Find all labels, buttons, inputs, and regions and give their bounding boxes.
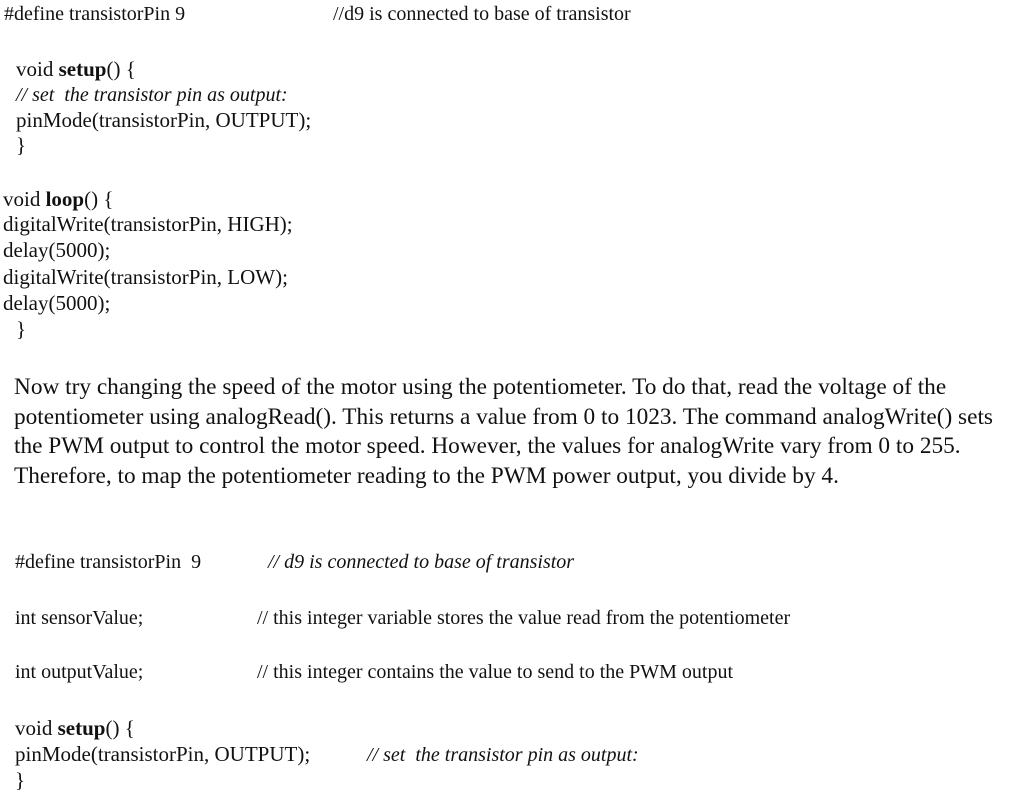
setup-pinmode-2: pinMode(transistorPin, OUTPUT); [15,742,311,766]
sensor-comment: // this integer variable stores the value read from the potentiometer [257,607,791,629]
setup-function-name: setup [58,57,107,81]
setup-header [16,59,136,80]
loop-line-1: digitalWrite(transistorPin, HIGH); [3,212,293,236]
loop-close: } [16,317,27,341]
setup-header-2 [15,718,135,739]
setup-keyword: void [16,57,59,81]
setup-brace-2: () { [105,716,135,740]
setup-function-name-2: setup [57,716,106,740]
loop-function-name: loop [45,187,85,211]
setup-brace: () { [106,57,136,81]
loop-line-4: delay(5000); [3,291,111,315]
define-comment-2: // d9 is connected to base of transistor [268,551,575,573]
setup-pinmode: pinMode(transistorPin, OUTPUT); [16,108,312,132]
setup-comment-2: // set the transistor pin as output: [367,744,639,766]
output-declaration: int outputValue; [15,661,144,683]
define-code-2: #define transistorPin 9 [15,551,202,573]
setup-keyword-2: void [15,716,58,740]
output-comment: // this integer contains the value to send to the PWM output [257,661,734,683]
define-line [4,4,185,24]
loop-keyword: void [3,187,46,211]
loop-line-2: delay(5000); [3,238,111,262]
loop-brace: () { [84,187,114,211]
setup-comment: // set the transistor pin as output: [16,84,288,106]
explanation-paragraph: Now try changing the speed of the motor using the potentiometer. To do that, read the voltage of the potentiometer using analogRead(). This returns a value from 0 to 1023. The command analogWrite() sets the PWM output to control the motor speed. However, the values for analogWrite vary from 0 to 255. Therefore, to map the potentiometer reading to the PWM power output, you divide by 4. [14,374,993,489]
define-code: #define transistorPin 9 [4,3,186,25]
loop-header [3,189,113,210]
sensor-declaration: int sensorValue; [15,607,144,629]
define-comment: //d9 is connected to base of transistor [333,3,631,25]
loop-line-3: digitalWrite(transistorPin, LOW); [3,265,288,289]
setup-close: } [16,133,27,157]
setup-close-2: } [15,768,26,792]
